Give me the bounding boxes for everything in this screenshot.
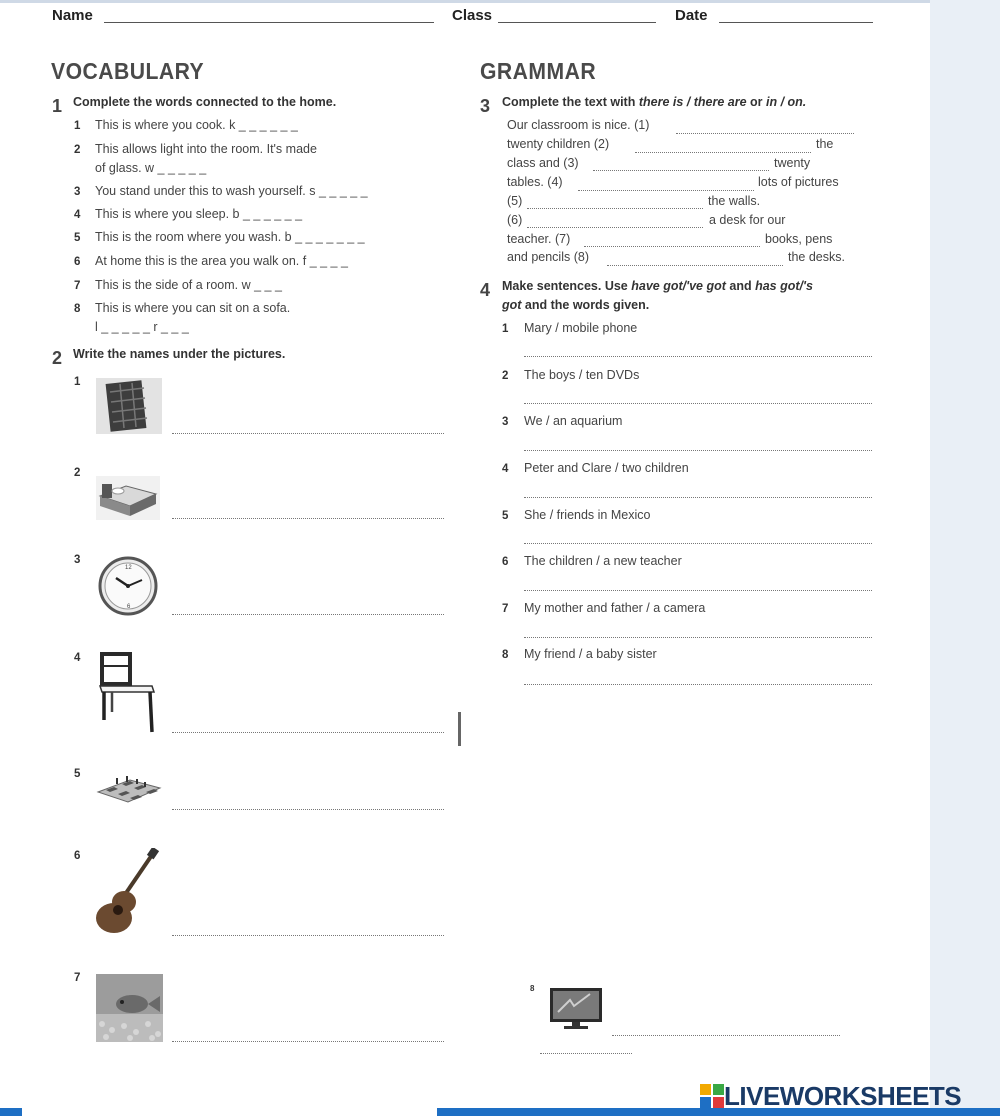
vocab-item[interactable]: l _ _ _ _ _ r _ _ _ [95,320,189,334]
name-field[interactable] [104,22,434,23]
sentence-prompt: We / an aquarium [524,414,623,428]
item-number: 3 [502,416,509,428]
vocab-item[interactable]: You stand under this to wash yourself. s _ _ _ _ _ [95,184,368,198]
picture-number: 6 [74,850,81,862]
gap-text: the [816,137,834,151]
item-number: 2 [502,370,509,382]
item-number: 1 [74,120,81,132]
svg-text:6: 6 [127,604,131,610]
date-field[interactable] [719,22,873,23]
clock-icon [96,556,160,616]
answer-line[interactable] [524,590,872,591]
picture-number: 7 [74,972,81,984]
answer-line-picture-1[interactable] [172,433,444,434]
picture-number: 2 [74,467,81,479]
text-cursor [458,712,461,746]
item-number: 1 [502,323,509,335]
answer-line-picture-6[interactable] [172,935,444,936]
gap-text: teacher. (7) [507,232,571,246]
gap-text: Our classroom is nice. (1) [507,118,650,132]
item-number: 5 [74,232,81,244]
gap-text: and pencils (8) [507,250,589,264]
fish-icon [96,974,163,1042]
gap-3[interactable] [593,170,769,171]
answer-line-picture-4[interactable] [172,732,444,733]
bed-icon [96,476,160,520]
picture-number: 1 [74,376,81,388]
sentence-prompt: The boys / ten DVDs [524,368,640,382]
gap-text: lots of pictures [758,175,839,189]
item-number: 4 [502,463,509,475]
sentence-prompt: My mother and father / a camera [524,601,706,615]
answer-line-picture-7[interactable] [172,1041,444,1042]
grammar-title: GRAMMAR [480,58,597,84]
exercise-4-instruction-cont: got and the words given. [502,298,650,312]
gap-text: class and (3) [507,156,579,170]
sentence-prompt: The children / a new teacher [524,554,682,568]
liveworksheets-logo [700,1080,961,1112]
gap-text: twenty children (2) [507,137,610,151]
item-number: 4 [74,209,81,221]
item-number: 3 [74,186,81,198]
vocab-item: This allows light into the room. It's made [95,142,317,156]
answer-line[interactable] [524,403,872,404]
gap-text: (6) [507,213,523,227]
answer-line-picture-8b[interactable] [540,1053,632,1054]
gap-text: the walls. [708,194,761,208]
item-number: 7 [502,603,509,615]
item-number: 5 [502,510,509,522]
gap-1[interactable] [676,133,854,134]
gap-text: the desks. [788,250,845,264]
television-icon [548,986,604,1032]
logo-text: LIVEWORKSHEETS [724,1080,962,1111]
answer-line[interactable] [524,356,872,357]
class-field[interactable] [498,22,656,23]
answer-line[interactable] [524,497,872,498]
exercise-1-instruction: Complete the words connected to the home. [73,95,337,109]
chessboard-icon [96,774,162,804]
vocab-item[interactable]: At home this is the area you walk on. f _ _ _ _ [95,254,348,268]
vocab-item[interactable]: of glass. w _ _ _ _ _ [95,161,207,175]
answer-line[interactable] [524,450,872,451]
gap-4[interactable] [578,190,754,191]
top-border [0,0,1000,3]
vocab-item[interactable]: This is the room where you wash. b _ _ _ _ _ _ _ [95,230,365,244]
picture-number: 8 [530,984,535,993]
exercise-2-instruction: Write the names under the pictures. [73,347,286,361]
gap-5[interactable] [527,208,703,209]
answer-line-picture-2[interactable] [172,518,444,519]
class-label: Class [452,7,493,24]
item-number: 8 [502,649,509,661]
answer-line-picture-3[interactable] [172,614,444,615]
vocab-item[interactable]: This is the side of a room. w _ _ _ [95,278,282,292]
answer-line[interactable] [524,637,872,638]
picture-number: 5 [74,768,81,780]
gap-8[interactable] [607,265,783,266]
date-label: Date [675,7,708,24]
chocolate-icon [96,378,162,434]
gap-text: a desk for our [709,213,786,227]
item-number: 8 [74,303,81,315]
vocab-item[interactable]: This is where you sleep. b _ _ _ _ _ _ [95,207,303,221]
side-panel [930,0,1000,1116]
gap-text: twenty [774,156,811,170]
answer-line-picture-5[interactable] [172,809,444,810]
picture-number: 3 [74,554,81,566]
logo-icon [700,1084,724,1108]
gap-text: books, pens [765,232,833,246]
exercise-3-number: 3 [480,96,491,116]
answer-line[interactable] [524,684,872,685]
picture-number: 4 [74,652,81,664]
vocab-item: This is where you can sit on a sofa. [95,301,291,315]
name-label: Name [52,7,93,24]
sentence-prompt: My friend / a baby sister [524,647,657,661]
svg-text:12: 12 [125,565,132,571]
exercise-4-instruction: Make sentences. Use have got/'ve got and has got/'s [502,279,813,293]
footer-bar-left [0,1108,22,1116]
answer-line[interactable] [524,543,872,544]
exercise-3-instruction: Complete the text with there is / there are or in / on. [502,95,807,109]
item-number: 6 [74,256,81,268]
gap-text: (5) [507,194,523,208]
gap-text: tables. (4) [507,175,563,189]
item-number: 6 [502,556,509,568]
vocabulary-title: VOCABULARY [51,58,205,84]
item-number: 7 [74,280,81,292]
gap-6[interactable] [527,227,703,228]
sentence-prompt: Peter and Clare / two children [524,461,689,475]
answer-line-picture-8[interactable] [612,1035,840,1036]
gap-2[interactable] [635,152,811,153]
sentence-prompt: She / friends in Mexico [524,508,651,522]
exercise-1-number: 1 [52,96,63,116]
gap-7[interactable] [584,246,760,247]
guitar-icon [94,848,160,936]
vocab-item[interactable]: This is where you cook. k _ _ _ _ _ _ [95,118,298,132]
chair-icon [98,652,158,734]
item-number: 2 [74,144,81,156]
sentence-prompt: Mary / mobile phone [524,321,638,335]
exercise-2-number: 2 [52,348,63,368]
exercise-4-number: 4 [480,280,491,300]
